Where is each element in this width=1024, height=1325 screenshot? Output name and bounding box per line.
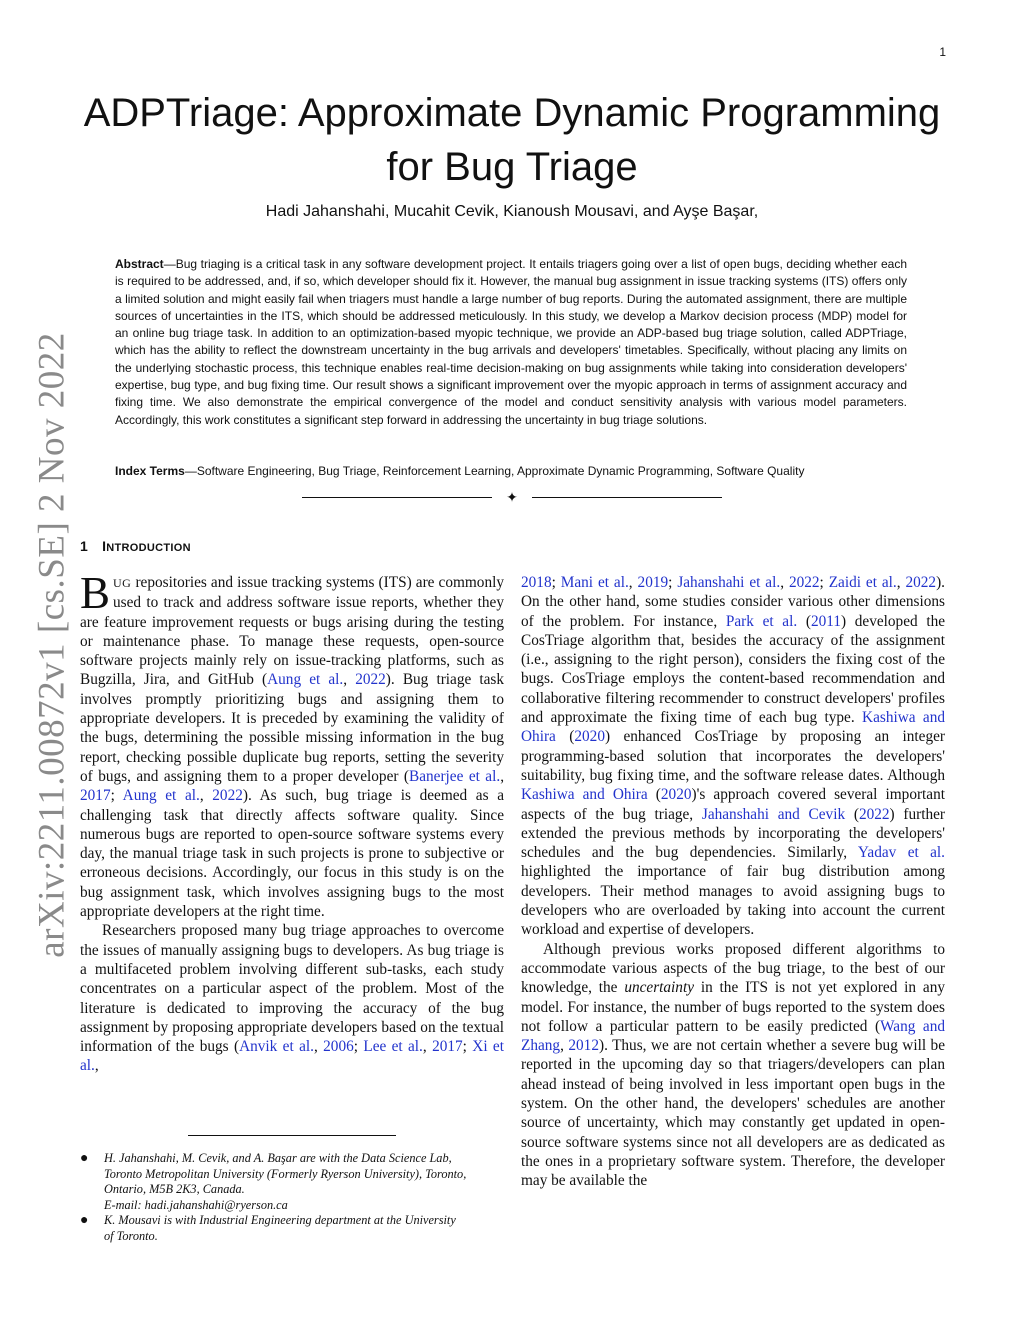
paragraph-text: ( <box>797 612 811 630</box>
citation-link[interactable]: 2020 <box>660 786 692 804</box>
paragraph-text: repositories and issue tracking systems (ITS) are commonly used to track and address software issue reports, whether they are feature improvement requests or bugs arising during the testing or maintenance phase. To manage these requests, open-source software projects mainly rely on issue-tracking platforms, such as Bugzilla, Jira, and GitHub ( <box>80 574 504 689</box>
paragraph-text: ( <box>555 728 575 746</box>
intro-paragraph-1 <box>80 568 505 921</box>
footnote-affiliation-2 <box>80 1213 504 1244</box>
paper-title <box>60 86 964 194</box>
section-initial: I <box>102 538 107 554</box>
index-terms-text: —Software Engineering, Bug Triage, Reinforcement Learning, Approximate Dynamic Programming, Software Quality <box>184 464 805 478</box>
citation-link[interactable]: Lee et al. <box>363 1038 423 1056</box>
paragraph-text: ). Thus, we are not certain whether a severe bug will be reported in the upcoming day so that triagers/developers can plan ahead instead of being involved in less important open bugs in the system. On the other hand, the developers' schedules are another source of uncertainty, which may constantly get updated in open-source software systems since not all developers are as dedicated as the ones in a proprietary software system. Therefore, the developer may be available the <box>521 1037 945 1190</box>
footnote-line: H. Jahanshahi, M. Cevik, and A. Başar are with the Data Science Lab, <box>104 1151 452 1165</box>
paragraph-text: Researchers proposed many bug triage approaches to overcome the issues of manually assigning bugs to developers. As bug triage is a multifaceted problem involving different sub-tasks, each study concentrates on a particular aspect of the problem. Most of the literature is dedicated to improving the accuracy of the bug assignment by proposing appropriate developers based on the textual information of the bugs ( <box>80 922 504 1056</box>
citation-link[interactable]: Aung et al. <box>267 671 344 689</box>
citation-link[interactable]: 2012 <box>568 1037 599 1055</box>
citation-link[interactable]: Banerjee et al. <box>409 767 501 785</box>
citation-link[interactable]: Jahanshahi et al. <box>677 574 781 591</box>
citation-link[interactable]: Anvik et al. <box>239 1038 314 1056</box>
footnote-line: Ontario, M5B 2K3, Canada. <box>104 1182 245 1196</box>
citation-link[interactable]: Kashiwa and Ohira <box>521 709 945 746</box>
footnote-affiliation-1 <box>80 1151 504 1213</box>
abstract-label: Abstract <box>115 257 164 271</box>
paragraph-text: )'s approach covered several important aspects of the bug triage, <box>521 786 945 823</box>
divider-star-icon: ✦ <box>506 489 518 505</box>
citation-link[interactable]: 2020 <box>574 728 605 746</box>
paragraph-text: , <box>199 787 213 805</box>
footnotes <box>80 1151 504 1244</box>
index-terms-label: Index Terms <box>115 464 185 478</box>
paragraph-text: ) further extended the previous methods by incorporating the developers' schedules and the bug dependencies. Similarly, <box>521 805 945 862</box>
paragraph-text: ; <box>110 787 123 805</box>
footnote-rule <box>188 1135 396 1136</box>
index-terms <box>115 464 907 478</box>
citation-link[interactable]: 2022 <box>355 671 386 689</box>
citation-link[interactable]: 2006 <box>323 1038 354 1056</box>
paragraph-text: ; <box>462 1038 473 1056</box>
citation-link[interactable]: 2019 <box>637 574 669 591</box>
citation-link[interactable]: Wang and Zhang <box>521 1017 945 1055</box>
citation-link[interactable]: 2018 <box>521 574 552 591</box>
paragraph-text: , <box>896 574 906 591</box>
citation-link[interactable]: 2017 <box>80 787 111 805</box>
paragraph-text: , <box>422 1038 433 1056</box>
footnote-line: of Toronto. <box>104 1228 158 1243</box>
footnote-line: K. Mousavi is with Industrial Engineering department at the University <box>104 1213 456 1227</box>
paragraph-text: highlighted the importance of fair bug distribution among developers. Their method manages to avoid assigning bugs to developers who are overloaded by taking into account the current workload and expertise of developers. <box>521 863 945 939</box>
section-heading-introduction <box>80 538 191 554</box>
paragraph-text: ( <box>845 805 859 823</box>
divider-line-left <box>302 497 492 498</box>
section-divider <box>302 489 722 507</box>
paragraph-text: , <box>343 671 356 689</box>
section-title-rest: NTRODUCTION <box>106 542 191 554</box>
abstract <box>115 256 907 429</box>
citation-link[interactable]: 2011 <box>810 612 841 630</box>
citation-link[interactable]: 2017 <box>432 1038 463 1056</box>
citation-link[interactable]: Yadav et al. <box>857 844 945 862</box>
paragraph-text: ( <box>647 786 661 804</box>
paragraph-text: , <box>628 574 638 591</box>
footnote-line: Toronto Metropolitan University (Formerly Ryerson University), Toronto, <box>104 1166 467 1181</box>
abstract-text: —Bug triaging is a critical task in any software development project. It entails triagers going over a list of open bugs, deciding whether each is required to be addressed, and, if so, which developer should fix it. However, the manual bug assignment in issue tracking systems (ITS) offers only a limited solution and might easily fail when triagers must handle a large number of bug reports. During the automated assignment, there are multiple sources of uncertainties in the ITS, which should be addressed meticulously. In this study, we develop a Markov decision process (MDP) model for an online bug triage task. In addition to an optimization-based myopic technique, we provide an ADP-based bug triage solution, called ADPTriage, which has the ability to reflect the downstream uncertainty in the bug arrivals and developers' timetables. Specifically, without placing any limits on the underlying stochastic process, this technique enables real-time decision-making on bug assignments while taking into consideration developers' expertise, bug type, and bug fixing time. Our result shows a significant improvement over the myopic approach in terms of assignment accuracy and fixing time. We also demonstrate the empirical convergence of the model and conduct sensitivity analysis with various model parameters. Accordingly, this work constitutes a significant step forward in addressing the uncertainty in bug triage solutions. <box>115 257 907 427</box>
title-line-1: ADPTriage: Approximate Dynamic Programming <box>83 91 941 135</box>
intro-paragraph-2 <box>80 921 504 1075</box>
left-column <box>80 568 505 1076</box>
citation-link[interactable]: 2022 <box>905 574 937 591</box>
paragraph-text: ; <box>668 574 678 591</box>
paragraph-text: , <box>560 1037 569 1055</box>
bullet-icon: ● <box>80 1213 89 1228</box>
paragraph-text: ; <box>819 574 829 591</box>
title-line-2: for Bug Triage <box>386 145 638 189</box>
paragraph-text: Although previous works proposed different algorithms to accommodate various aspects of the bug triage, to the best of our knowledge, the <box>521 940 945 997</box>
paragraph-text: ). As such, bug triage is deemed as a challenging task that directly affects software quality. Since numerous bugs are reported to open-source software systems every day, the manual triage task in such projects is prone to subjective or erroneous decisions. Accordingly, our focus in this study is on the bug assignment task, which involves assigning bugs to the most appropriate developers at the right time. <box>80 787 504 921</box>
citation-link[interactable]: Park et al. <box>725 612 798 630</box>
citation-link[interactable]: Kashiwa and Ohira <box>521 786 648 804</box>
citation-link[interactable]: Zaidi et al. <box>828 574 897 591</box>
paragraph-text: ; <box>353 1038 364 1056</box>
intro-paragraph-4 <box>521 940 945 1191</box>
paragraph-text: ; <box>551 574 561 591</box>
drop-cap: B <box>80 568 111 618</box>
citation-link[interactable]: Aung et al. <box>122 787 200 805</box>
citation-link[interactable]: 2022 <box>212 787 243 805</box>
author-list: Hadi Jahanshahi, Mucahit Cevik, Kianoush Mousavi, and Ayşe Başar, <box>265 203 759 220</box>
paragraph-text: , <box>94 1057 99 1075</box>
right-column <box>521 573 945 1191</box>
paragraph-text: , <box>313 1038 324 1056</box>
citation-link[interactable]: Xi et al. <box>80 1038 504 1075</box>
paragraph-text: , <box>780 574 789 591</box>
paragraph-text: ). Bug triage task involves promptly prioritizing bugs and assigning them to appropriate developers. It is preceded by examining the validity of the bugs, determining the possible missing information in the bug report, checking possible duplicate bug reports, setting the severity of bugs, and assigning them to a proper developer ( <box>80 671 505 785</box>
citation-link[interactable]: 2022 <box>788 574 820 591</box>
arxiv-identifier-stamp: arXiv:2211.00872v1 [cs.SE] 2 Nov 2022 <box>31 332 73 958</box>
drop-cap-continuation: UG <box>113 576 132 590</box>
section-number: 1 <box>80 538 89 554</box>
paragraph-text: ) enhanced CosTriage by proposing an integer programming-based solution that incorporates the developers' suitability, bug fixing time, and the software release dates. Although <box>521 728 945 784</box>
bullet-icon: ● <box>80 1151 89 1166</box>
paragraph-text: in the ITS is not yet explored in any model. For instance, the number of bugs reported to the system does not follow a particular pattern to be easily predicted ( <box>521 979 946 1035</box>
intro-paragraph-3 <box>521 573 945 940</box>
citation-link[interactable]: 2022 <box>858 805 890 823</box>
citation-link[interactable]: Jahanshahi and Cevik <box>701 805 846 823</box>
paragraph-text: ) developed the CosTriage algorithm that, besides the accuracy of the assignment (i.e., assigning to the right person), considers the fixing cost of the bugs. CosTriage employs the content-based recommendation and collaborative filtering recommender to construct developers' profiles and approximate the fixing time of each bug type. <box>521 612 946 727</box>
emphasized-term: uncertainty <box>624 979 694 997</box>
paragraph-text: , <box>500 767 505 785</box>
footnote-email: E-mail: hadi.jahanshahi@ryerson.ca <box>104 1197 288 1212</box>
paragraph-text: ). On the other hand, some studies consider various other dimensions of the problem. For instance, <box>521 574 945 630</box>
citation-link[interactable]: Mani et al. <box>560 574 629 591</box>
divider-line-right <box>532 497 722 498</box>
page-number: 1 <box>939 45 946 59</box>
